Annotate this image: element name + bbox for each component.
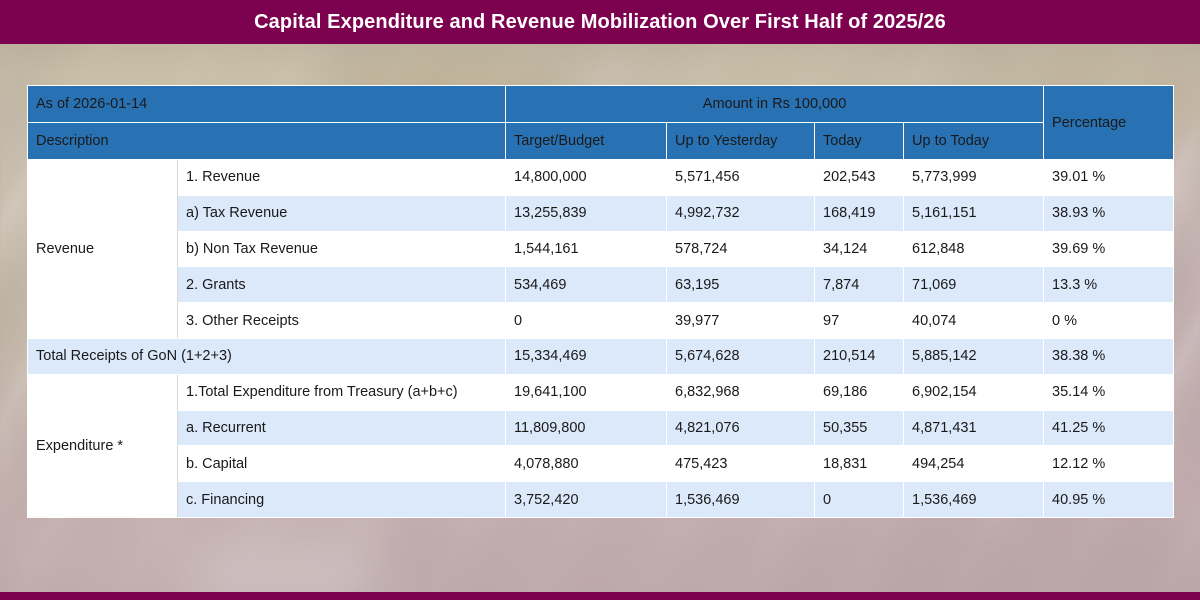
cell-up-to-today: 1,536,469 xyxy=(904,482,1044,518)
cell-percentage: 40.95 % xyxy=(1044,482,1174,518)
cell-percentage: 38.93 % xyxy=(1044,195,1174,231)
cell-up-to-today: 40,074 xyxy=(904,303,1044,339)
cell-today: 7,874 xyxy=(815,267,904,303)
cell-target-budget: 15,334,469 xyxy=(506,338,667,374)
column-header-description: Description xyxy=(28,123,506,160)
row-label: 2. Grants xyxy=(178,267,506,303)
cell-up-to-yesterday: 1,536,469 xyxy=(667,482,815,518)
cell-percentage: 12.12 % xyxy=(1044,446,1174,482)
bottom-bar xyxy=(0,592,1200,600)
table-row xyxy=(28,231,1174,267)
cell-percentage: 41.25 % xyxy=(1044,410,1174,446)
cell-up-to-yesterday: 578,724 xyxy=(667,231,815,267)
cell-up-to-today: 5,161,151 xyxy=(904,195,1044,231)
cell-today: 210,514 xyxy=(815,338,904,374)
page-title: Capital Expenditure and Revenue Mobilization Over First Half of 2025/26 xyxy=(254,10,946,33)
table-row xyxy=(28,160,1174,196)
financial-table xyxy=(27,85,1174,518)
table-row xyxy=(28,267,1174,303)
row-label: a) Tax Revenue xyxy=(178,195,506,231)
cell-up-to-today: 612,848 xyxy=(904,231,1044,267)
cell-up-to-yesterday: 39,977 xyxy=(667,303,815,339)
cell-target-budget: 11,809,800 xyxy=(506,410,667,446)
table-row xyxy=(28,303,1174,339)
cell-today: 69,186 xyxy=(815,374,904,410)
cell-percentage: 35.14 % xyxy=(1044,374,1174,410)
table-body xyxy=(28,160,1174,518)
cell-up-to-today: 494,254 xyxy=(904,446,1044,482)
table-row xyxy=(28,410,1174,446)
cell-today: 202,543 xyxy=(815,160,904,196)
cell-target-budget: 4,078,880 xyxy=(506,446,667,482)
cell-up-to-yesterday: 4,992,732 xyxy=(667,195,815,231)
financial-table-container xyxy=(27,85,1173,518)
row-label: a. Recurrent xyxy=(178,410,506,446)
cell-today: 168,419 xyxy=(815,195,904,231)
table-row-total-receipts xyxy=(28,338,1174,374)
cell-up-to-today: 5,885,142 xyxy=(904,338,1044,374)
cell-up-to-yesterday: 5,674,628 xyxy=(667,338,815,374)
cell-today: 34,124 xyxy=(815,231,904,267)
cell-up-to-today: 4,871,431 xyxy=(904,410,1044,446)
cell-target-budget: 3,752,420 xyxy=(506,482,667,518)
cell-percentage: 39.01 % xyxy=(1044,160,1174,196)
row-label: c. Financing xyxy=(178,482,506,518)
cell-today: 50,355 xyxy=(815,410,904,446)
table-row xyxy=(28,446,1174,482)
row-label: b. Capital xyxy=(178,446,506,482)
cell-target-budget: 14,800,000 xyxy=(506,160,667,196)
column-header-up-to-yesterday: Up to Yesterday xyxy=(667,123,815,160)
cell-today: 0 xyxy=(815,482,904,518)
as-of-label: As of 2026-01-14 xyxy=(28,86,506,123)
cell-up-to-yesterday: 63,195 xyxy=(667,267,815,303)
row-label: 1. Revenue xyxy=(178,160,506,196)
cell-target-budget: 19,641,100 xyxy=(506,374,667,410)
cell-percentage: 0 % xyxy=(1044,303,1174,339)
table-row xyxy=(28,374,1174,410)
cell-up-to-yesterday: 5,571,456 xyxy=(667,160,815,196)
row-label-total-receipts: Total Receipts of GoN (1+2+3) xyxy=(28,338,506,374)
cell-target-budget: 1,544,161 xyxy=(506,231,667,267)
cell-today: 18,831 xyxy=(815,446,904,482)
cell-up-to-today: 5,773,999 xyxy=(904,160,1044,196)
row-label: b) Non Tax Revenue xyxy=(178,231,506,267)
group-label-expenditure: Expenditure * xyxy=(28,374,178,517)
table-row xyxy=(28,195,1174,231)
cell-up-to-today: 6,902,154 xyxy=(904,374,1044,410)
table-header xyxy=(28,86,1174,160)
cell-up-to-yesterday: 6,832,968 xyxy=(667,374,815,410)
cell-target-budget: 13,255,839 xyxy=(506,195,667,231)
cell-percentage: 39.69 % xyxy=(1044,231,1174,267)
cell-percentage: 13.3 % xyxy=(1044,267,1174,303)
row-label: 1.Total Expenditure from Treasury (a+b+c) xyxy=(178,374,506,410)
row-label: 3. Other Receipts xyxy=(178,303,506,339)
table-header-row-bottom xyxy=(28,123,1174,160)
cell-up-to-today: 71,069 xyxy=(904,267,1044,303)
column-header-today: Today xyxy=(815,123,904,160)
table-row xyxy=(28,482,1174,518)
amount-unit-label: Amount in Rs 100,000 xyxy=(506,86,1044,123)
cell-up-to-yesterday: 475,423 xyxy=(667,446,815,482)
cell-today: 97 xyxy=(815,303,904,339)
cell-target-budget: 534,469 xyxy=(506,267,667,303)
column-header-target-budget: Target/Budget xyxy=(506,123,667,160)
cell-percentage: 38.38 % xyxy=(1044,338,1174,374)
column-header-up-to-today: Up to Today xyxy=(904,123,1044,160)
cell-up-to-yesterday: 4,821,076 xyxy=(667,410,815,446)
title-bar xyxy=(0,0,1200,44)
group-label-revenue: Revenue xyxy=(28,160,178,339)
column-header-percentage: Percentage xyxy=(1044,86,1174,160)
table-header-row-top xyxy=(28,86,1174,123)
cell-target-budget: 0 xyxy=(506,303,667,339)
